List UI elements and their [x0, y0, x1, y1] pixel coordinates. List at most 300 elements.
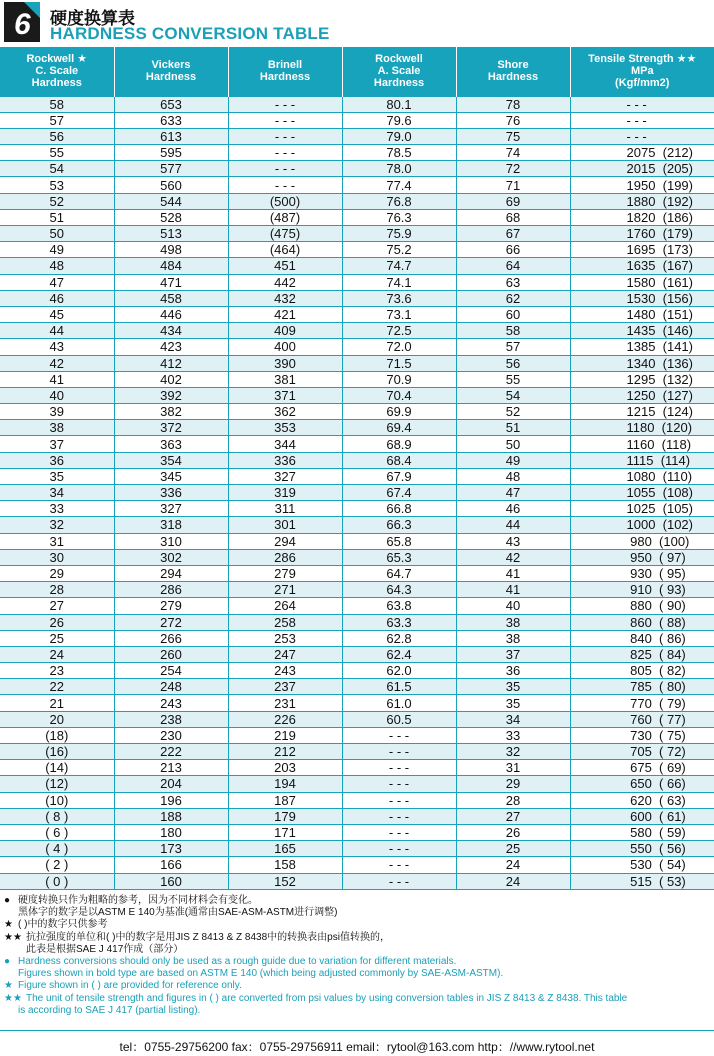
cell-shore: 43 — [456, 533, 570, 549]
cell-rockwell-a: - - - — [342, 808, 456, 824]
cell-shore: 38 — [456, 630, 570, 646]
cell-vickers: 513 — [114, 226, 228, 242]
cell-tensile-strength: 1115 (114) — [570, 452, 714, 468]
cell-rockwell-c: (12) — [0, 776, 114, 792]
cell-brinell: (500) — [228, 193, 342, 209]
table-body — [0, 96, 714, 889]
cell-tensile-strength: 910 ( 93) — [570, 582, 714, 598]
cell-shore: 71 — [456, 177, 570, 193]
cell-shore: 55 — [456, 371, 570, 387]
cell-brinell: 279 — [228, 565, 342, 581]
cell-rockwell-a: 64.3 — [342, 582, 456, 598]
table-row — [0, 760, 714, 776]
cell-tensile-strength: 2075 (212) — [570, 145, 714, 161]
cell-tensile-strength: 980 (100) — [570, 533, 714, 549]
cell-vickers: 160 — [114, 873, 228, 889]
cell-tensile-strength: 840 ( 86) — [570, 630, 714, 646]
cell-vickers: 336 — [114, 485, 228, 501]
cell-tensile-strength: 1880 (192) — [570, 193, 714, 209]
cell-rockwell-a: 78.5 — [342, 145, 456, 161]
cell-rockwell-a: 75.9 — [342, 226, 456, 242]
cell-shore: 66 — [456, 242, 570, 258]
cell-rockwell-c: 23 — [0, 663, 114, 679]
cell-brinell: 451 — [228, 258, 342, 274]
cell-rockwell-c: ( 8 ) — [0, 808, 114, 824]
table-row — [0, 274, 714, 290]
cell-tensile-strength: 825 ( 84) — [570, 646, 714, 662]
table-row — [0, 727, 714, 743]
table-row — [0, 824, 714, 840]
table-row — [0, 209, 714, 225]
svg-text:6: 6 — [14, 8, 31, 41]
cell-vickers: 392 — [114, 387, 228, 403]
cell-tensile-strength: 1250 (127) — [570, 387, 714, 403]
cell-rockwell-a: 68.4 — [342, 452, 456, 468]
cell-rockwell-c: 29 — [0, 565, 114, 581]
cell-rockwell-a: 60.5 — [342, 711, 456, 727]
cell-tensile-strength: 1480 (151) — [570, 306, 714, 322]
title-english: HARDNESS CONVERSION TABLE — [50, 24, 330, 43]
cell-brinell: 336 — [228, 452, 342, 468]
cell-rockwell-c: 50 — [0, 226, 114, 242]
table-row — [0, 549, 714, 565]
column-header-shore: Shore Hardness — [456, 47, 570, 96]
cell-brinell: 362 — [228, 404, 342, 420]
table-row — [0, 533, 714, 549]
cell-rockwell-c: (16) — [0, 744, 114, 760]
number-badge-icon — [4, 2, 40, 42]
cell-rockwell-a: 70.4 — [342, 387, 456, 403]
cell-tensile-strength: 770 ( 79) — [570, 695, 714, 711]
cell-shore: 64 — [456, 258, 570, 274]
cell-tensile-strength: 515 ( 53) — [570, 873, 714, 889]
cell-rockwell-a: 76.8 — [342, 193, 456, 209]
cell-rockwell-c: (18) — [0, 727, 114, 743]
cell-tensile-strength: 1180 (120) — [570, 420, 714, 436]
table-row — [0, 679, 714, 695]
cell-shore: 40 — [456, 598, 570, 614]
cell-vickers: 484 — [114, 258, 228, 274]
cell-vickers: 266 — [114, 630, 228, 646]
cell-tensile-strength: - - - — [570, 96, 714, 112]
cell-tensile-strength: 1950 (199) — [570, 177, 714, 193]
cell-rockwell-a: 68.9 — [342, 436, 456, 452]
table-row — [0, 193, 714, 209]
cell-shore: 42 — [456, 549, 570, 565]
cell-rockwell-a: 66.8 — [342, 501, 456, 517]
cell-tensile-strength: 785 ( 80) — [570, 679, 714, 695]
note-en-3b: is according to SAE J 417 (partial listing). — [18, 1004, 201, 1016]
cell-shore: 63 — [456, 274, 570, 290]
table-row — [0, 711, 714, 727]
cell-shore: 46 — [456, 501, 570, 517]
cell-rockwell-c: 57 — [0, 112, 114, 128]
cell-rockwell-a: 77.4 — [342, 177, 456, 193]
table-row — [0, 339, 714, 355]
cell-shore: 26 — [456, 824, 570, 840]
cell-brinell: 237 — [228, 679, 342, 695]
cell-shore: 50 — [456, 436, 570, 452]
cell-rockwell-c: 40 — [0, 387, 114, 403]
cell-rockwell-c: 27 — [0, 598, 114, 614]
cell-brinell: 152 — [228, 873, 342, 889]
cell-vickers: 318 — [114, 517, 228, 533]
cell-tensile-strength: 620 ( 63) — [570, 792, 714, 808]
cell-brinell: 294 — [228, 533, 342, 549]
table-row — [0, 614, 714, 630]
cell-shore: 69 — [456, 193, 570, 209]
note-cn-1b: 黑体字的数字是以ASTM E 140为基准(通常由SAE-ASM-ASTM进行调整) — [18, 907, 338, 919]
cell-rockwell-c: 39 — [0, 404, 114, 420]
cell-tensile-strength: 730 ( 75) — [570, 727, 714, 743]
cell-tensile-strength: 950 ( 97) — [570, 549, 714, 565]
cell-tensile-strength: - - - — [570, 112, 714, 128]
cell-tensile-strength: 1080 (110) — [570, 468, 714, 484]
table-row — [0, 501, 714, 517]
cell-shore: 67 — [456, 226, 570, 242]
cell-vickers: 213 — [114, 760, 228, 776]
cell-brinell: 311 — [228, 501, 342, 517]
cell-rockwell-c: 24 — [0, 646, 114, 662]
cell-rockwell-c: 53 — [0, 177, 114, 193]
cell-tensile-strength: - - - — [570, 128, 714, 144]
table-row — [0, 452, 714, 468]
table-row — [0, 323, 714, 339]
table-row — [0, 598, 714, 614]
footer-divider — [0, 1030, 714, 1031]
table-row — [0, 112, 714, 128]
cell-rockwell-a: 67.9 — [342, 468, 456, 484]
cell-shore: 74 — [456, 145, 570, 161]
cell-brinell: 212 — [228, 744, 342, 760]
cell-rockwell-a: 74.7 — [342, 258, 456, 274]
cell-vickers: 458 — [114, 290, 228, 306]
cell-brinell: - - - — [228, 161, 342, 177]
cell-rockwell-a: 65.3 — [342, 549, 456, 565]
cell-brinell: 442 — [228, 274, 342, 290]
cell-vickers: 286 — [114, 582, 228, 598]
column-header-rockwell-c: Rockwell ★ C. Scale Hardness — [0, 47, 114, 96]
cell-shore: 36 — [456, 663, 570, 679]
cell-tensile-strength: 880 ( 90) — [570, 598, 714, 614]
cell-brinell: 171 — [228, 824, 342, 840]
cell-rockwell-a: - - - — [342, 841, 456, 857]
table-row — [0, 485, 714, 501]
cell-vickers: 243 — [114, 695, 228, 711]
cell-rockwell-c: ( 0 ) — [0, 873, 114, 889]
table-row — [0, 792, 714, 808]
cell-rockwell-a: 73.1 — [342, 306, 456, 322]
table-row — [0, 776, 714, 792]
cell-rockwell-c: 37 — [0, 436, 114, 452]
cell-rockwell-c: 36 — [0, 452, 114, 468]
cell-shore: 76 — [456, 112, 570, 128]
table-row — [0, 226, 714, 242]
cell-shore: 24 — [456, 873, 570, 889]
cell-shore: 57 — [456, 339, 570, 355]
cell-vickers: 166 — [114, 857, 228, 873]
cell-vickers: 248 — [114, 679, 228, 695]
table-row — [0, 857, 714, 873]
cell-rockwell-a: 79.0 — [342, 128, 456, 144]
notes-section — [4, 895, 712, 1017]
cell-rockwell-a: 62.0 — [342, 663, 456, 679]
cell-rockwell-a: 75.2 — [342, 242, 456, 258]
table-row — [0, 808, 714, 824]
cell-vickers: 595 — [114, 145, 228, 161]
cell-brinell: 231 — [228, 695, 342, 711]
cell-tensile-strength: 1160 (118) — [570, 436, 714, 452]
cell-shore: 29 — [456, 776, 570, 792]
table-row — [0, 841, 714, 857]
cell-brinell: - - - — [228, 96, 342, 112]
cell-rockwell-c: 41 — [0, 371, 114, 387]
cell-tensile-strength: 1340 (136) — [570, 355, 714, 371]
table-row — [0, 873, 714, 889]
cell-shore: 25 — [456, 841, 570, 857]
cell-shore: 41 — [456, 565, 570, 581]
cell-brinell: 271 — [228, 582, 342, 598]
cell-shore: 54 — [456, 387, 570, 403]
cell-rockwell-c: 45 — [0, 306, 114, 322]
cell-rockwell-a: 64.7 — [342, 565, 456, 581]
cell-rockwell-a: 63.8 — [342, 598, 456, 614]
cell-vickers: 294 — [114, 565, 228, 581]
cell-brinell: 219 — [228, 727, 342, 743]
cell-vickers: 382 — [114, 404, 228, 420]
cell-shore: 49 — [456, 452, 570, 468]
cell-tensile-strength: 1580 (161) — [570, 274, 714, 290]
cell-rockwell-c: 28 — [0, 582, 114, 598]
hardness-table-container — [0, 47, 714, 890]
table-row — [0, 404, 714, 420]
cell-brinell: - - - — [228, 128, 342, 144]
cell-brinell: 194 — [228, 776, 342, 792]
cell-vickers: 423 — [114, 339, 228, 355]
cell-rockwell-c: 58 — [0, 96, 114, 112]
cell-vickers: 180 — [114, 824, 228, 840]
note-en-1: ● Hardness conversions should only be used as a rough guide due to variation for different materials. — [4, 956, 457, 968]
table-row — [0, 371, 714, 387]
cell-rockwell-c: 35 — [0, 468, 114, 484]
cell-vickers: 653 — [114, 96, 228, 112]
cell-rockwell-a: - - - — [342, 760, 456, 776]
table-row — [0, 242, 714, 258]
cell-shore: 37 — [456, 646, 570, 662]
table-row — [0, 306, 714, 322]
cell-rockwell-c: 49 — [0, 242, 114, 258]
note-en-1b: Figures shown in bold type are based on ASTM E 140 (which being adjusted commonly by SAE-ASM-ASTM). — [18, 968, 504, 980]
cell-tensile-strength: 1055 (108) — [570, 485, 714, 501]
cell-rockwell-a: 62.8 — [342, 630, 456, 646]
cell-tensile-strength: 675 ( 69) — [570, 760, 714, 776]
cell-tensile-strength: 550 ( 56) — [570, 841, 714, 857]
cell-vickers: 633 — [114, 112, 228, 128]
cell-rockwell-c: 22 — [0, 679, 114, 695]
cell-vickers: 260 — [114, 646, 228, 662]
cell-tensile-strength: 530 ( 54) — [570, 857, 714, 873]
cell-rockwell-c: 30 — [0, 549, 114, 565]
cell-brinell: 371 — [228, 387, 342, 403]
cell-vickers: 363 — [114, 436, 228, 452]
note-cn-3: ★★ 抗拉强度的单位和( )中的数字是用JIS Z 8413 & Z 8438中的转换表由psi值转换的， — [4, 931, 390, 943]
cell-tensile-strength: 1530 (156) — [570, 290, 714, 306]
cell-vickers: 272 — [114, 614, 228, 630]
table-row — [0, 646, 714, 662]
table-row — [0, 177, 714, 193]
column-header-rockwell-a: Rockwell A. Scale Hardness — [342, 47, 456, 96]
cell-tensile-strength: 1760 (179) — [570, 226, 714, 242]
cell-rockwell-a: 69.4 — [342, 420, 456, 436]
cell-rockwell-c: 56 — [0, 128, 114, 144]
cell-brinell: (475) — [228, 226, 342, 242]
cell-rockwell-c: 55 — [0, 145, 114, 161]
cell-shore: 31 — [456, 760, 570, 776]
cell-vickers: 196 — [114, 792, 228, 808]
cell-rockwell-c: 54 — [0, 161, 114, 177]
cell-brinell: - - - — [228, 177, 342, 193]
cell-brinell: 421 — [228, 306, 342, 322]
cell-rockwell-c: (10) — [0, 792, 114, 808]
cell-brinell: - - - — [228, 112, 342, 128]
cell-vickers: 577 — [114, 161, 228, 177]
cell-rockwell-a: 66.3 — [342, 517, 456, 533]
cell-shore: 78 — [456, 96, 570, 112]
cell-rockwell-a: 72.0 — [342, 339, 456, 355]
cell-rockwell-a: - - - — [342, 792, 456, 808]
cell-tensile-strength: 1215 (124) — [570, 404, 714, 420]
cell-rockwell-a: - - - — [342, 824, 456, 840]
cell-brinell: 253 — [228, 630, 342, 646]
cell-vickers: 528 — [114, 209, 228, 225]
cell-rockwell-c: 51 — [0, 209, 114, 225]
header — [0, 0, 714, 46]
cell-vickers: 204 — [114, 776, 228, 792]
cell-vickers: 222 — [114, 744, 228, 760]
cell-brinell: 344 — [228, 436, 342, 452]
cell-rockwell-c: 48 — [0, 258, 114, 274]
column-header-brinell: Brinell Hardness — [228, 47, 342, 96]
cell-rockwell-c: 34 — [0, 485, 114, 501]
cell-tensile-strength: 580 ( 59) — [570, 824, 714, 840]
cell-shore: 58 — [456, 323, 570, 339]
table-row — [0, 258, 714, 274]
note-cn-1: ● 硬度转换只作为粗略的参考，因为不同材料会有变化。 — [4, 895, 258, 906]
cell-vickers: 434 — [114, 323, 228, 339]
cell-tensile-strength: 1635 (167) — [570, 258, 714, 274]
table-row — [0, 565, 714, 581]
cell-shore: 28 — [456, 792, 570, 808]
cell-rockwell-a: - - - — [342, 727, 456, 743]
cell-brinell: 286 — [228, 549, 342, 565]
cell-shore: 33 — [456, 727, 570, 743]
cell-rockwell-c: 20 — [0, 711, 114, 727]
table-row — [0, 387, 714, 403]
cell-rockwell-c: 33 — [0, 501, 114, 517]
cell-rockwell-a: 61.0 — [342, 695, 456, 711]
cell-brinell: 353 — [228, 420, 342, 436]
cell-rockwell-c: 38 — [0, 420, 114, 436]
cell-vickers: 446 — [114, 306, 228, 322]
cell-rockwell-c: 26 — [0, 614, 114, 630]
cell-rockwell-a: 71.5 — [342, 355, 456, 371]
cell-rockwell-c: 46 — [0, 290, 114, 306]
cell-tensile-strength: 805 ( 82) — [570, 663, 714, 679]
table-row — [0, 161, 714, 177]
cell-tensile-strength: 1435 (146) — [570, 323, 714, 339]
cell-rockwell-a: 62.4 — [342, 646, 456, 662]
cell-shore: 35 — [456, 679, 570, 695]
cell-rockwell-a: - - - — [342, 873, 456, 889]
note-cn-2: ★ ( )中的数字只供参考 — [4, 919, 108, 931]
table-row — [0, 96, 714, 112]
cell-rockwell-c: 31 — [0, 533, 114, 549]
cell-tensile-strength: 930 ( 95) — [570, 565, 714, 581]
table-row — [0, 663, 714, 679]
cell-brinell: 179 — [228, 808, 342, 824]
table-row — [0, 517, 714, 533]
cell-brinell: 165 — [228, 841, 342, 857]
cell-shore: 47 — [456, 485, 570, 501]
table-row — [0, 630, 714, 646]
cell-tensile-strength: 1695 (173) — [570, 242, 714, 258]
cell-rockwell-c: 42 — [0, 355, 114, 371]
table-row — [0, 145, 714, 161]
cell-brinell: 409 — [228, 323, 342, 339]
cell-rockwell-a: 73.6 — [342, 290, 456, 306]
cell-brinell: 432 — [228, 290, 342, 306]
table-row — [0, 128, 714, 144]
table-row — [0, 355, 714, 371]
cell-rockwell-c: ( 2 ) — [0, 857, 114, 873]
cell-rockwell-c: 25 — [0, 630, 114, 646]
note-en-3: ★★ The unit of tensile strength and figures in ( ) are converted from psi values by using conversion tables in JIS Z 8413 & Z 8438. This table — [4, 992, 628, 1004]
cell-tensile-strength: 1385 (141) — [570, 339, 714, 355]
cell-rockwell-a: 80.1 — [342, 96, 456, 112]
cell-rockwell-c: (14) — [0, 760, 114, 776]
cell-brinell: 243 — [228, 663, 342, 679]
cell-tensile-strength: 1000 (102) — [570, 517, 714, 533]
cell-rockwell-a: 67.4 — [342, 485, 456, 501]
cell-brinell: (464) — [228, 242, 342, 258]
cell-shore: 35 — [456, 695, 570, 711]
column-header-vickers: Vickers Hardness — [114, 47, 228, 96]
cell-vickers: 498 — [114, 242, 228, 258]
cell-vickers: 188 — [114, 808, 228, 824]
hardness-conversion-table — [0, 47, 714, 890]
cell-vickers: 345 — [114, 468, 228, 484]
cell-vickers: 327 — [114, 501, 228, 517]
cell-tensile-strength: 1820 (186) — [570, 209, 714, 225]
cell-brinell: 258 — [228, 614, 342, 630]
cell-shore: 52 — [456, 404, 570, 420]
table-header-row — [0, 47, 714, 96]
cell-vickers: 238 — [114, 711, 228, 727]
cell-brinell: 381 — [228, 371, 342, 387]
cell-vickers: 354 — [114, 452, 228, 468]
cell-rockwell-c: ( 6 ) — [0, 824, 114, 840]
cell-shore: 27 — [456, 808, 570, 824]
cell-brinell: 247 — [228, 646, 342, 662]
cell-brinell: - - - — [228, 145, 342, 161]
cell-shore: 44 — [456, 517, 570, 533]
cell-brinell: 187 — [228, 792, 342, 808]
table-row — [0, 582, 714, 598]
table-row — [0, 468, 714, 484]
column-header-tensile-strength: Tensile Strength ★★ MPa (Kgf/mm2) — [570, 47, 714, 96]
cell-shore: 75 — [456, 128, 570, 144]
note-en-2: ★ Figure shown in ( ) are provided for reference only. — [4, 980, 242, 992]
